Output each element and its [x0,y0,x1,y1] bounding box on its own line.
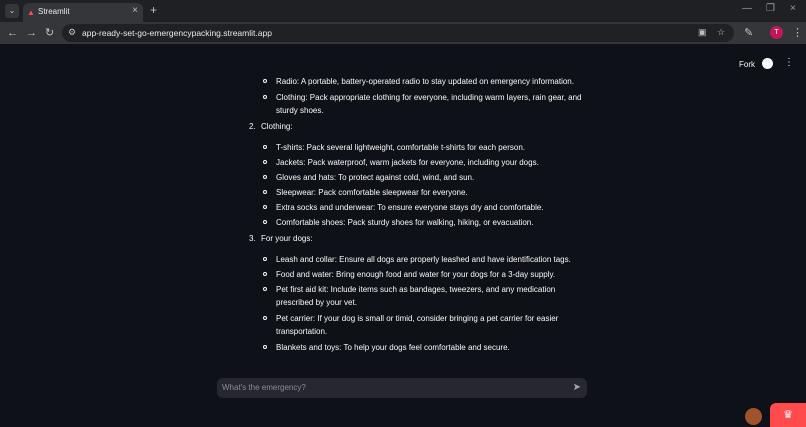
github-icon[interactable] [762,58,773,69]
reload-icon[interactable]: ↻ [45,27,55,39]
list-item: T-shirts: Pack several lightweight, comfortable t-shirts for each person. [276,143,525,152]
list-item: Comfortable shoes: Pack sturdy shoes for walking, hiking, or evacuation. [276,218,534,227]
list-bullet [263,95,267,99]
list-item: Gloves and hats: To protect against cold, wind, and sun. [276,173,475,182]
forward-icon[interactable]: → [26,27,37,39]
user-avatar[interactable] [745,408,762,425]
close-tab-icon[interactable]: × [132,5,138,16]
list-bullet [263,160,267,164]
restore-icon[interactable]: ❐ [766,3,775,14]
address-bar[interactable] [62,24,734,42]
list-bullet [263,190,267,194]
section-heading: Clothing: [261,122,293,131]
extensions-icon[interactable]: ✎ [744,27,754,39]
browser-menu-icon[interactable]: ⋮ [792,27,803,39]
list-item: Leash and collar: Ensure all dogs are properly leashed and have identification tags. [276,255,571,264]
list-item-continuation: transportation. [276,327,328,336]
list-item: Pet carrier: If your dog is small or timid, consider bringing a pet carrier for easier [276,314,559,323]
list-item-continuation: sturdy shoes. [276,106,324,115]
list-bullet [263,272,267,276]
close-window-icon[interactable]: × [790,3,796,14]
list-item: Food and water: Bring enough food and water for your dogs for a 3-day supply. [276,270,556,279]
list-item: Radio: A portable, battery-operated radio to stay updated on emergency information. [276,77,574,86]
list-bullet [263,287,267,291]
list-bullet [263,257,267,261]
list-bullet [263,345,267,349]
list-bullet [263,220,267,224]
back-icon[interactable]: ← [7,27,18,39]
list-item: Extra socks and underwear: To ensure everyone stays dry and comfortable. [276,203,544,212]
list-item-continuation: prescribed by your vet. [276,298,357,307]
minimize-icon[interactable]: — [742,3,752,14]
tab-title: Streamlit [38,7,70,16]
bookmark-star-icon[interactable]: ☆ [717,27,726,37]
browser-toolbar [0,22,806,44]
list-bullet [263,205,267,209]
streamlit-app [0,44,806,427]
list-number: 2. [249,122,256,131]
list-item: Clothing: Pack appropriate clothing for everyone, including warm layers, rain gear, and [276,93,582,102]
list-bullet [263,145,267,149]
app-menu-icon[interactable]: ⋮ [784,57,794,68]
tab-search-chevron-icon[interactable]: ⌄ [5,4,19,18]
list-bullet [263,316,267,320]
new-tab-icon[interactable]: + [150,3,158,17]
list-item: Pet first aid kit: Include items such as bandages, tweezers, and any medication [276,285,556,294]
url-text[interactable]: app-ready-set-go-emergencypacking.streamlit.app [82,28,272,38]
send-icon[interactable]: ➤ [572,382,581,393]
list-item: Jackets: Pack waterproof, warm jackets for everyone, including your dogs. [276,158,539,167]
list-number: 3. [249,234,256,243]
browser-tab-bar [0,0,806,22]
streamlit-favicon-icon: ▲ [27,8,35,17]
site-info-icon[interactable]: ⚙ [68,27,77,37]
section-heading: For your dogs: [261,234,313,243]
crown-icon[interactable]: ♛ [770,403,806,427]
chat-input[interactable] [217,378,587,398]
install-app-icon[interactable]: ▣ [698,27,707,37]
list-bullet [263,79,267,83]
browser-tab[interactable] [23,3,143,22]
profile-avatar[interactable]: T [770,26,783,39]
chat-input-placeholder[interactable]: What's the emergency? [222,383,306,392]
list-bullet [263,175,267,179]
list-item: Sleepwear: Pack comfortable sleepwear for everyone. [276,188,468,197]
list-item: Blankets and toys: To help your dogs feel comfortable and secure. [276,343,510,352]
fork-button[interactable]: Fork [739,60,755,69]
